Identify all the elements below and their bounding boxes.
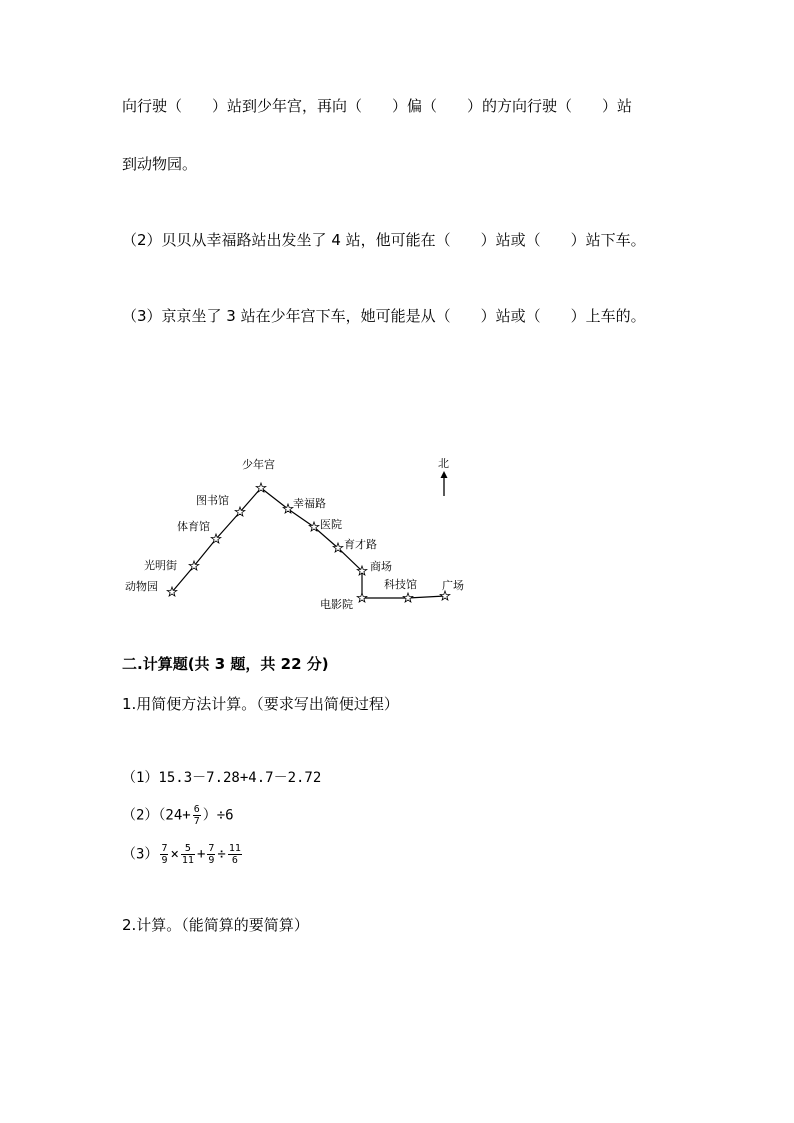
fraction-b: $\frac{5}{11}$ [181, 843, 194, 866]
op-divide: ÷ [217, 846, 226, 863]
north-label: 北 [438, 457, 449, 470]
item-3-prefix: （3） [122, 846, 159, 863]
label-xingfulu: 幸福路 [293, 497, 326, 510]
label-tiyuguan: 体育馆 [177, 520, 210, 533]
station-star-dianyingyuan [357, 593, 367, 602]
calc-2-title: 2.计算。（能简算的要简算） [122, 916, 309, 934]
station-star-guangchang [440, 591, 450, 600]
calc-1-item-3 [122, 843, 244, 866]
question-1-line-1: 向行驶（ ）站到少年宫，再向（ ）偏（ ）的方向行驶（ ）站 [122, 97, 633, 115]
op-plus: + [196, 846, 206, 863]
op-times: × [170, 846, 179, 863]
label-dianyingyuan: 电影院 [320, 598, 353, 611]
calc-1-item-1: （1）15.3－7.28+4.7－2.72 [122, 770, 322, 786]
label-guangmingjie: 光明街 [144, 559, 177, 572]
question-2: （2）贝贝从幸福路站出发坐了 4 站，他可能在（ ）站或（ ）站下车。 [122, 231, 646, 249]
calc-1-title: 1.用简便方法计算。（要求写出简便过程） [122, 695, 399, 713]
question-3: （3）京京坐了 3 站在少年宫下车，她可能是从（ ）站或（ ）上车的。 [122, 307, 646, 325]
label-shaoniangong: 少年宫 [242, 458, 275, 471]
label-yiyuan: 医院 [320, 518, 342, 531]
north-arrow-icon [441, 471, 448, 496]
label-tushuguan: 图书馆 [196, 494, 229, 507]
fraction-a: $\frac{7}{9}$ [161, 843, 168, 866]
calc-1-item-2 [122, 804, 234, 827]
item-2-suffix: ）÷6 [202, 807, 234, 824]
label-yucailu: 育才路 [344, 538, 377, 551]
item-2-prefix: （2）（24+ [122, 807, 191, 824]
label-shangchang: 商场 [370, 560, 392, 573]
label-guangchang: 广场 [442, 579, 464, 592]
section-2-title: 二.计算题(共 3 题，共 22 分) [122, 655, 329, 673]
label-dongwuyuan: 动物园 [125, 580, 158, 593]
fraction-six-sevenths: $\frac{6}{7}$ [193, 804, 200, 827]
bus-route-map [112, 448, 474, 616]
fraction-c: $\frac{7}{9}$ [208, 843, 215, 866]
fraction-d: $\frac{11}{6}$ [228, 843, 241, 866]
question-1-line-2: 到动物园。 [122, 155, 198, 173]
station-star-kejiguan [403, 593, 413, 602]
label-kejiguan: 科技馆 [384, 578, 417, 591]
